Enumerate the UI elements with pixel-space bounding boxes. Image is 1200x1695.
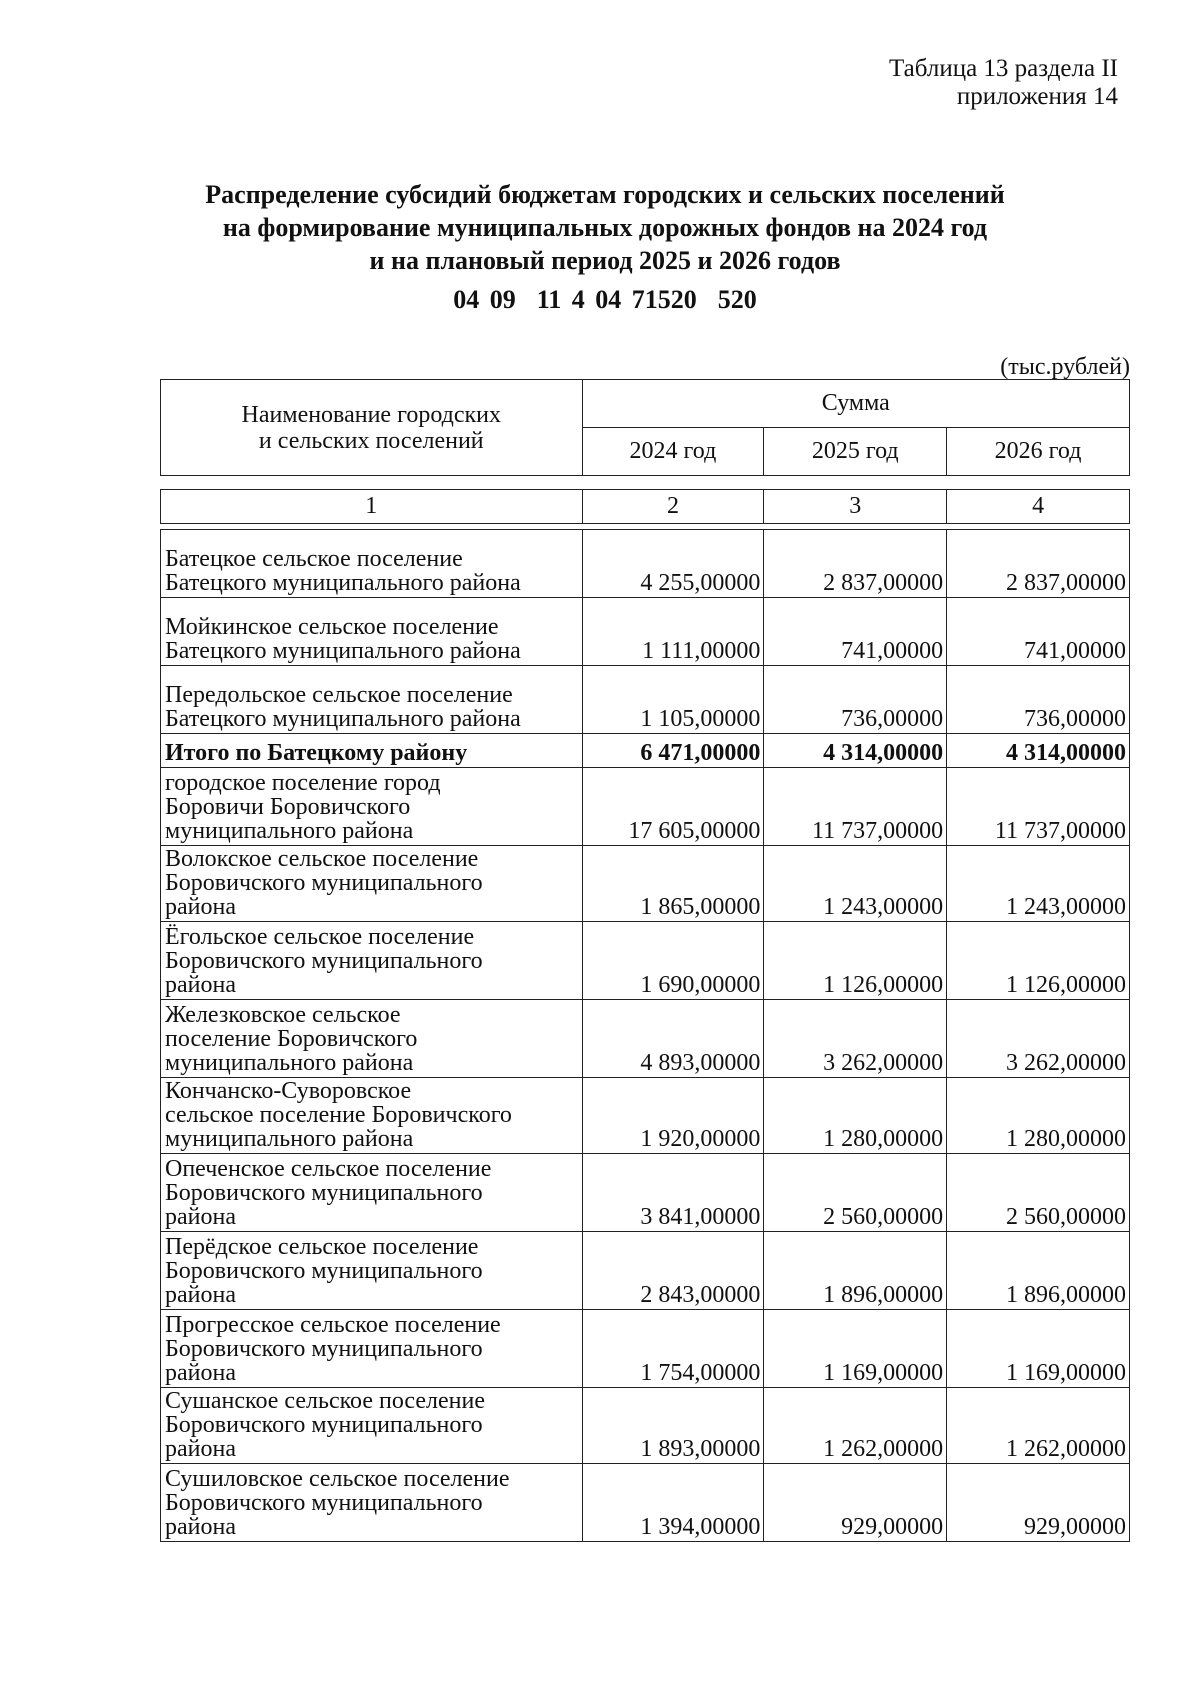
table-row [161, 846, 1130, 922]
amount-2025: 1 243,00000 [764, 846, 947, 922]
amount-2025: 1 262,00000 [764, 1388, 947, 1464]
amount-2026: 1 126,00000 [947, 922, 1130, 1000]
table-row [161, 1310, 1130, 1388]
amount-2026: 4 314,00000 [947, 734, 1130, 768]
amount-2025: 3 262,00000 [764, 1000, 947, 1078]
amount-2024: 4 893,00000 [582, 1000, 764, 1078]
table-row [161, 1154, 1130, 1232]
amount-2026: 2 837,00000 [947, 530, 1130, 598]
amount-2026: 11 737,00000 [947, 768, 1130, 846]
amount-2024: 17 605,00000 [582, 768, 764, 846]
amount-2024: 1 754,00000 [582, 1310, 764, 1388]
subsidy-table [160, 529, 1130, 1542]
subsidy-table-body [161, 530, 1130, 1542]
amount-2025: 741,00000 [764, 598, 947, 666]
title-line3: и на плановый период 2025 и 2026 годов [369, 246, 841, 275]
amount-2026: 929,00000 [947, 1464, 1130, 1542]
settlement-name: Итого по Батецкому району [161, 734, 583, 768]
table-row [161, 922, 1130, 1000]
settlement-name: Опеченское сельское поселение Боровичского муниципального района [161, 1154, 583, 1232]
table-row [161, 666, 1130, 734]
amount-2026: 1 262,00000 [947, 1388, 1130, 1464]
settlement-name: Батецкое сельское поселение Батецкого муниципального района [161, 530, 583, 598]
table-reference-line1: Таблица 13 раздела II [889, 55, 1118, 82]
amount-2025: 929,00000 [764, 1464, 947, 1542]
document-title [150, 178, 1060, 277]
amount-2026: 3 262,00000 [947, 1000, 1130, 1078]
column-header-sum: Сумма [582, 380, 1129, 428]
amount-2025: 4 314,00000 [764, 734, 947, 768]
amount-2024: 6 471,00000 [582, 734, 764, 768]
column-header-name: Наименование городских и сельских поселений [161, 380, 583, 476]
amount-2026: 1 169,00000 [947, 1310, 1130, 1388]
amount-2025: 11 737,00000 [764, 768, 947, 846]
table-row [161, 1232, 1130, 1310]
column-number-2: 2 [582, 490, 764, 524]
title-line1: Распределение субсидий бюджетам городских и сельских поселений [205, 180, 1005, 209]
amount-2025: 1 126,00000 [764, 922, 947, 1000]
table-row [161, 1388, 1130, 1464]
budget-classification-code: 04 09 11 4 04 71520 520 [453, 285, 757, 314]
table-reference-line2: приложения 14 [956, 83, 1118, 110]
settlement-name: городское поселение город Боровичи Боровичского муниципального района [161, 768, 583, 846]
settlement-name: Сушанское сельское поселение Боровичского муниципального района [161, 1388, 583, 1464]
table-row [161, 530, 1130, 598]
amount-2026: 1 243,00000 [947, 846, 1130, 922]
amount-2026: 1 280,00000 [947, 1078, 1130, 1154]
table-row [161, 768, 1130, 846]
amount-2025: 2 837,00000 [764, 530, 947, 598]
amount-2024: 1 920,00000 [582, 1078, 764, 1154]
table-row-total [161, 734, 1130, 768]
settlement-name: Волокское сельское поселение Боровичского муниципального района [161, 846, 583, 922]
settlement-name: Сушиловское сельское поселение Боровичского муниципального района [161, 1464, 583, 1542]
units-label: (тыс.рублей) [1000, 354, 1130, 380]
amount-2024: 1 893,00000 [582, 1388, 764, 1464]
amount-2024: 1 394,00000 [582, 1464, 764, 1542]
amount-2024: 4 255,00000 [582, 530, 764, 598]
column-number-1: 1 [161, 490, 583, 524]
amount-2024: 1 690,00000 [582, 922, 764, 1000]
column-header-year-2024: 2024 год [582, 428, 764, 476]
column-number-3: 3 [764, 490, 947, 524]
table-row [161, 1078, 1130, 1154]
amount-2025: 1 896,00000 [764, 1232, 947, 1310]
amount-2026: 736,00000 [947, 666, 1130, 734]
amount-2026: 741,00000 [947, 598, 1130, 666]
table-reference [889, 55, 1118, 111]
settlement-name: Кончанско-Суворовское сельское поселение Боровичского муниципального района [161, 1078, 583, 1154]
amount-2025: 736,00000 [764, 666, 947, 734]
settlement-name: Ёгольское сельское поселение Боровичского муниципального района [161, 922, 583, 1000]
title-line2: на формирование муниципальных дорожных фондов на 2024 год [222, 213, 988, 242]
amount-2024: 3 841,00000 [582, 1154, 764, 1232]
amount-2025: 1 280,00000 [764, 1078, 947, 1154]
amount-2025: 1 169,00000 [764, 1310, 947, 1388]
table-row [161, 598, 1130, 666]
settlement-name: Перёдское сельское поселение Боровичского муниципального района [161, 1232, 583, 1310]
amount-2024: 1 105,00000 [582, 666, 764, 734]
amount-2026: 2 560,00000 [947, 1154, 1130, 1232]
amount-2026: 1 896,00000 [947, 1232, 1130, 1310]
column-header-year-2025: 2025 год [764, 428, 947, 476]
table-header [160, 379, 1130, 476]
column-numbers-row [160, 489, 1130, 524]
settlement-name: Передольское сельское поселение Батецкого муниципального района [161, 666, 583, 734]
amount-2024: 2 843,00000 [582, 1232, 764, 1310]
settlement-name: Мойкинское сельское поселение Батецкого муниципального района [161, 598, 583, 666]
column-number-4: 4 [947, 490, 1130, 524]
column-header-year-2026: 2026 год [947, 428, 1130, 476]
amount-2024: 1 865,00000 [582, 846, 764, 922]
amount-2024: 1 111,00000 [582, 598, 764, 666]
table-row [161, 1000, 1130, 1078]
settlement-name: Прогресское сельское поселение Боровичского муниципального района [161, 1310, 583, 1388]
settlement-name: Железковское сельское поселение Боровичского муниципального района [161, 1000, 583, 1078]
table-row [161, 1464, 1130, 1542]
amount-2025: 2 560,00000 [764, 1154, 947, 1232]
